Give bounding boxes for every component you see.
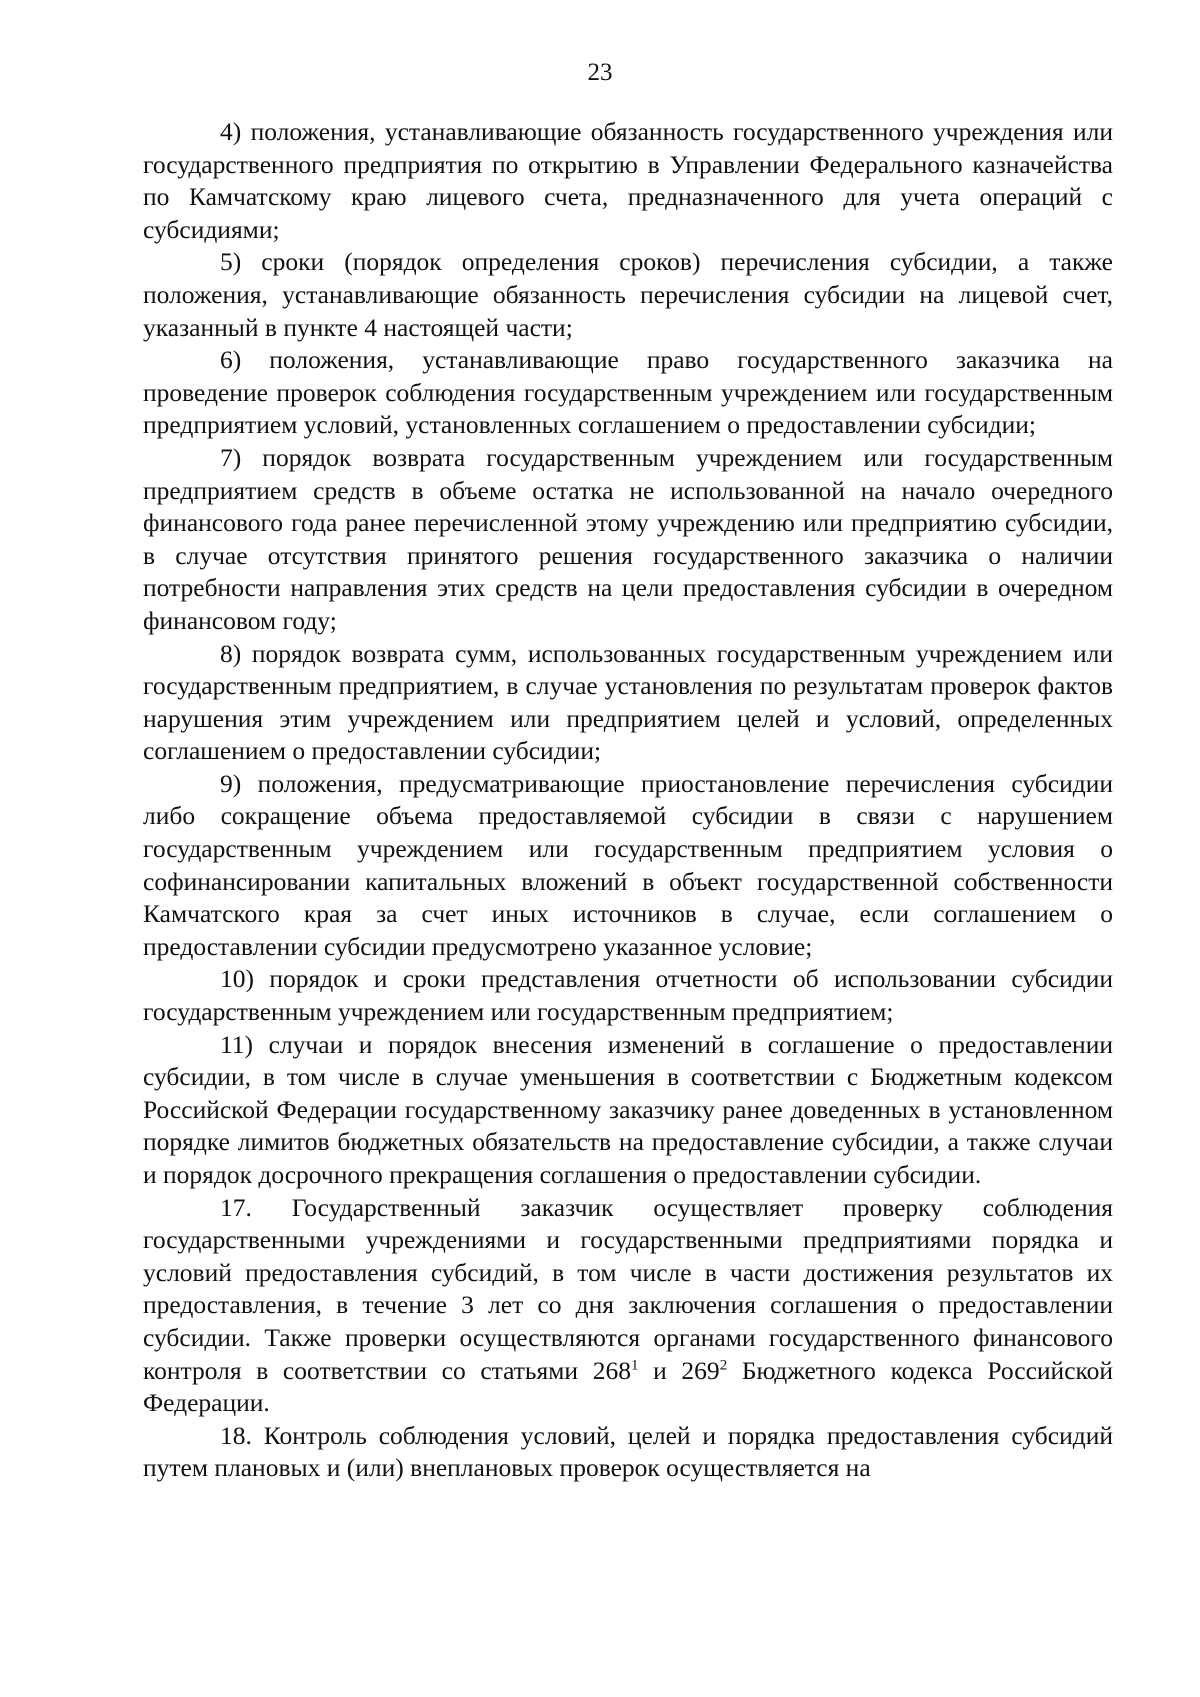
paragraph-item-8: 8) порядок возврата сумм, использованных государственным учреждением или государственным предприятием, в случае установления по результатам проверок фактов нарушения этим учреждением или предприятием целей и условий, определенных соглашением о предоставлении субсидии; — [143, 638, 1113, 766]
paragraph-item-10: 10) порядок и сроки представления отчетности об использовании субсидии государственным учреждением или государственным предприятием; — [143, 964, 1113, 1027]
paragraph-17-text-a: 17. Государственный заказчик осуществляет проверку соблюдения государственными учреждениями и государственными предприятиями порядка и условий предоставления субсидий, в том числе в части достижения результатов их предоставления, в течение 3 лет со дня заключения соглашения о предоставлении субсидии. Также проверки осуществляются органами государственного финансового контроля в соответствии со статьями 268 — [143, 1192, 1113, 1385]
paragraph-17 — [143, 1192, 1113, 1420]
document-body — [143, 116, 1113, 1485]
paragraph-item-4: 4) положения, устанавливающие обязанность государственного учреждения или государственного предприятия по открытию в Управлении Федерального казначейства по Камчатскому краю лицевого счета, предназначенного для учета операций с субсидиями; — [143, 117, 1113, 244]
paragraph-item-11: 11) случаи и порядок внесения изменений в соглашение о предоставлении субсидии, в том числе в случае уменьшения в соответствии с Бюджетным кодексом Российской Федерации государственному заказчику ранее доведенных в установленном порядке лимитов бюджетных обязательств на предоставление субсидии, а также случаи и порядок досрочного прекращения соглашения о предоставлении субсидии. — [143, 1029, 1113, 1189]
paragraph-17-text-c: Бюджетного кодекса Российской Федерации. — [143, 1355, 1113, 1418]
paragraph-18: 18. Контроль соблюдения условий, целей и порядка предоставления субсидий путем плановых и (или) внеплановых проверок осуществляется на — [143, 1420, 1113, 1483]
paragraph-item-9: 9) положения, предусматривающие приостановление перечисления субсидии либо сокращение объема предоставляемой субсидии в связи с нарушением государственным учреждением или государственным предприятием условия о софинансировании капитальных вложений в объект государственной собственности Камчатского края за счет иных источников в случае, если соглашением о предоставлении субсидии предусмотрено указанное условие; — [143, 768, 1113, 961]
superscript-2: 2 — [719, 1357, 728, 1374]
paragraph-item-7: 7) порядок возврата государственным учреждением или государственным предприятием средств в объеме остатка не использованной на начало очередного финансового года ранее перечисленной этому учреждению или предприятию субсидии, в случае отсутствия принятого решения государственного заказчика о наличии потребности направления этих средств на цели предоставления субсидии в очередном финансовом году; — [143, 442, 1113, 635]
page-number: 23 — [587, 59, 613, 86]
paragraph-item-6: 6) положения, устанавливающие право государственного заказчика на проведение проверок соблюдения государственным учреждением или государственным предприятием условий, установленных соглашением о предоставлении субсидии; — [143, 345, 1113, 440]
paragraph-17-text-b: и 269 — [638, 1355, 720, 1385]
paragraph-item-5: 5) сроки (порядок определения сроков) перечисления субсидии, а также положения, устанавливающие обязанность перечисления субсидии на лицевой счет, указанный в пункте 4 настоящей части; — [143, 247, 1113, 342]
superscript-1: 1 — [630, 1357, 639, 1374]
